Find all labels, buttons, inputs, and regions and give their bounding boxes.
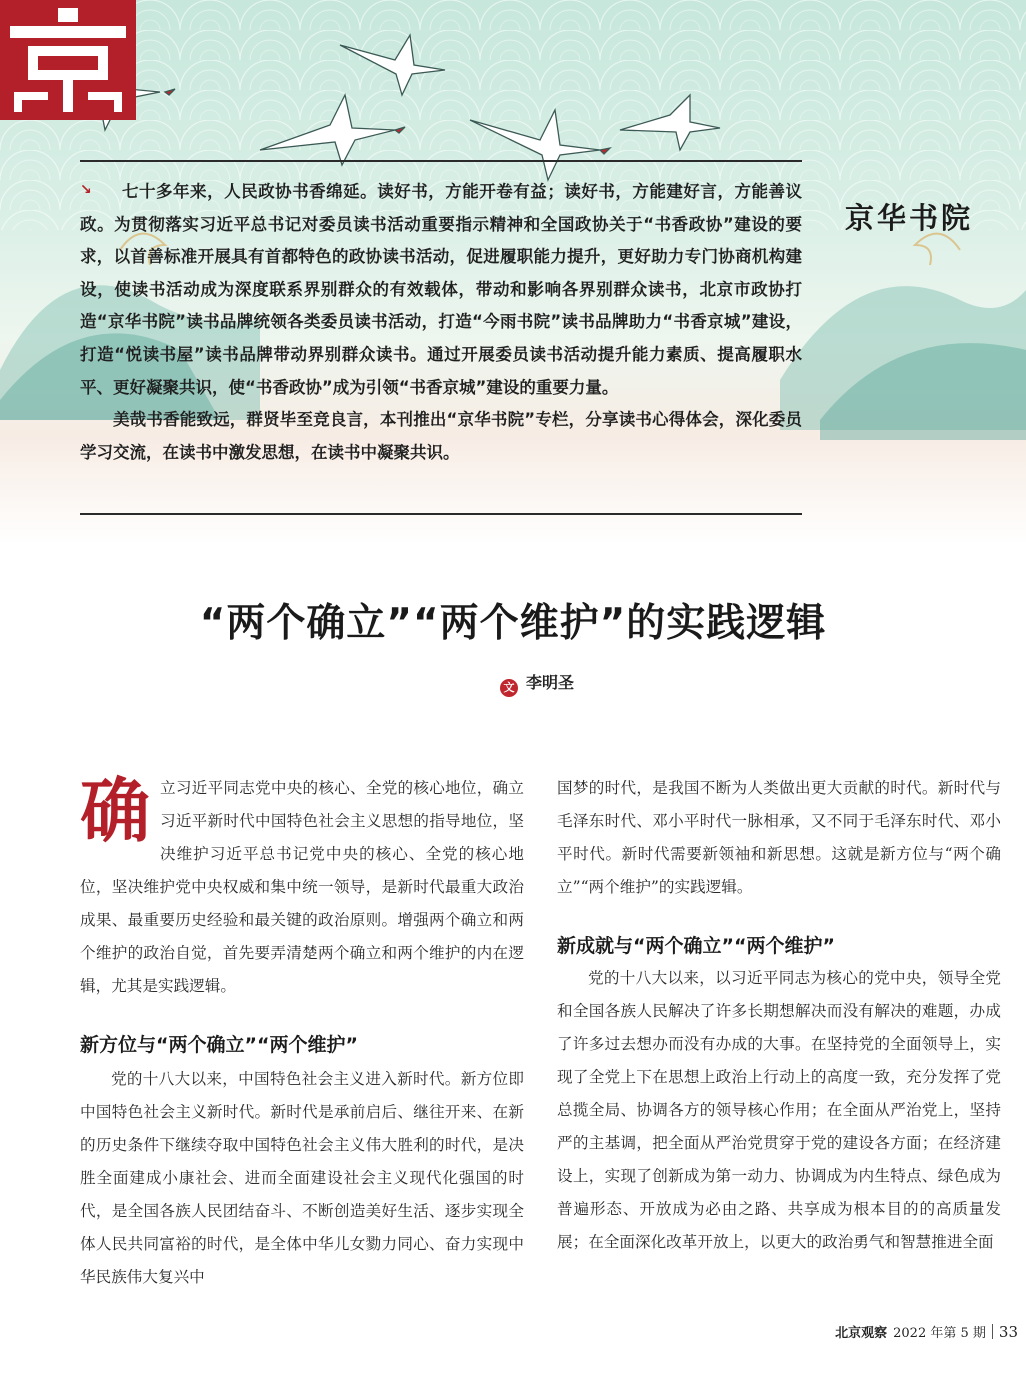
section-1-continued-paragraph: 国梦的时代，是我国不断为人类做出更大贡献的时代。新时代与毛泽东时代、邓小平时代一脉相承，又不同于毛泽东时代、邓小平时代。新时代需要新领袖和新思想。这就是新方位与“两个确立”“两个维护”的实践逻辑。 [557,779,1001,896]
intro-paragraph [80,176,802,404]
page-footer [835,1322,1018,1341]
column-name: 京华书院 [845,201,974,235]
lead-paragraph [80,769,524,1003]
intro-bottom-rule [80,513,802,515]
page-number: 33 [998,1323,1018,1341]
section-2-paragraph: 党的十八大以来，以习近平同志为核心的党中央，领导全党和全国各族人民解决了许多长期想解决而没有解决的难题，办成了许多过去想办而没有办成的大事。在坚持党的全面领导上，实现了全党上下在思想上政治上行动上的高度一致，充分发挥了党总揽全局、协调各方的领导核心作用；在全面从严治党上，坚持严的主基调，把全面从严治党贯穿于党的建设各方面；在经济建设上，实现了创新成为第一动力、协调成为内生特点、绿色成为普遍形态、开放成为必由之路、共享成为根本目的的高质量发展；在全面深化改革开放上，以更大的政治勇气和智慧推进全面 [557,969,1001,1251]
jinghua-logo-icon [0,0,136,120]
section-2-heading: 新成就与“两个确立”“两个维护” [557,935,835,957]
intro-box [80,176,802,469]
author-badge-icon: 文 [500,679,518,697]
article-column-left [80,769,524,1294]
lead-text: 立习近平同志党中央的核心、全党的核心地位，确立习近平新时代中国特色社会主义思想的指导地位，坚决维护习近平总书记党中央的核心、全党的核心地位，坚决维护党中央权威和集中统一领导，是新时代最重大政治成果、最重要历史经验和最关键的政治原则。增强两个确立和两个维护的政治自觉，首先要弄清楚两个确立和两个维护的内在逻辑，尤其是实践逻辑。 [80,779,524,995]
intro-top-rule [80,160,802,162]
section-1-paragraph: 党的十八大以来，中国特色社会主义进入新时代。新方位即中国特色社会主义新时代。新时代是承前启后、继往开来、在新的历史条件下继续夺取中国特色社会主义伟大胜利的时代，是决胜全面建成小康社会、进而全面建设社会主义现代化强国的时代，是全国各族人民团结奋斗、不断创造美好生活、逐步实现全体人民共同富裕的时代，是全体中华儿女勠力同心、奋力实现中华民族伟大复兴中 [80,1070,524,1286]
intro-paragraph-1-text: 七十多年来，人民政协书香绵延。读好书，方能开卷有益；读好书，方能建好言，方能善议政。为贯彻落实习近平总书记对委员读书活动重要指示精神和全国政协关于“书香政协”建设的要求，以首善标准开展具有首都特色的政协读书活动，促进履职能力提升，更好助力专门协商机构建设，使读书活动成为深度联系界别群众的有效载体，带动和影响各界别群众读书，北京市政协打造“京华书院”读书品牌统领各类委员读书活动，打造“今雨书院”读书品牌助力“书香京城”建设，打造“悦读书屋”读书品牌带动界别群众读书。通过开展委员读书活动提升能力素质、提高履职水平、更好凝聚共识，使“书香政协”成为引领“书香京城”建设的重要力量。 [80,182,802,397]
issue-label: 2022 年第 5 期 [893,1326,986,1341]
drop-cap: 确 [80,769,150,852]
intro-paragraph-2: 美哉书香能致远，群贤毕至竞良言，本刊推出“京华书院”专栏，分享读书心得体会，深化委员学习交流，在读书中激发思想，在读书中凝聚共识。 [80,410,802,462]
corner-arrow-icon: ↘ [80,182,92,198]
section-1-heading: 新方位与“两个确立”“两个维护” [80,1034,358,1056]
article-title: “两个确立”“两个维护”的实践逻辑 [199,601,827,646]
article-column-right [557,772,1001,1259]
footer-divider [992,1324,993,1339]
byline [500,670,574,692]
author-name: 李明圣 [526,673,575,692]
magazine-name: 北京观察 [835,1326,888,1341]
